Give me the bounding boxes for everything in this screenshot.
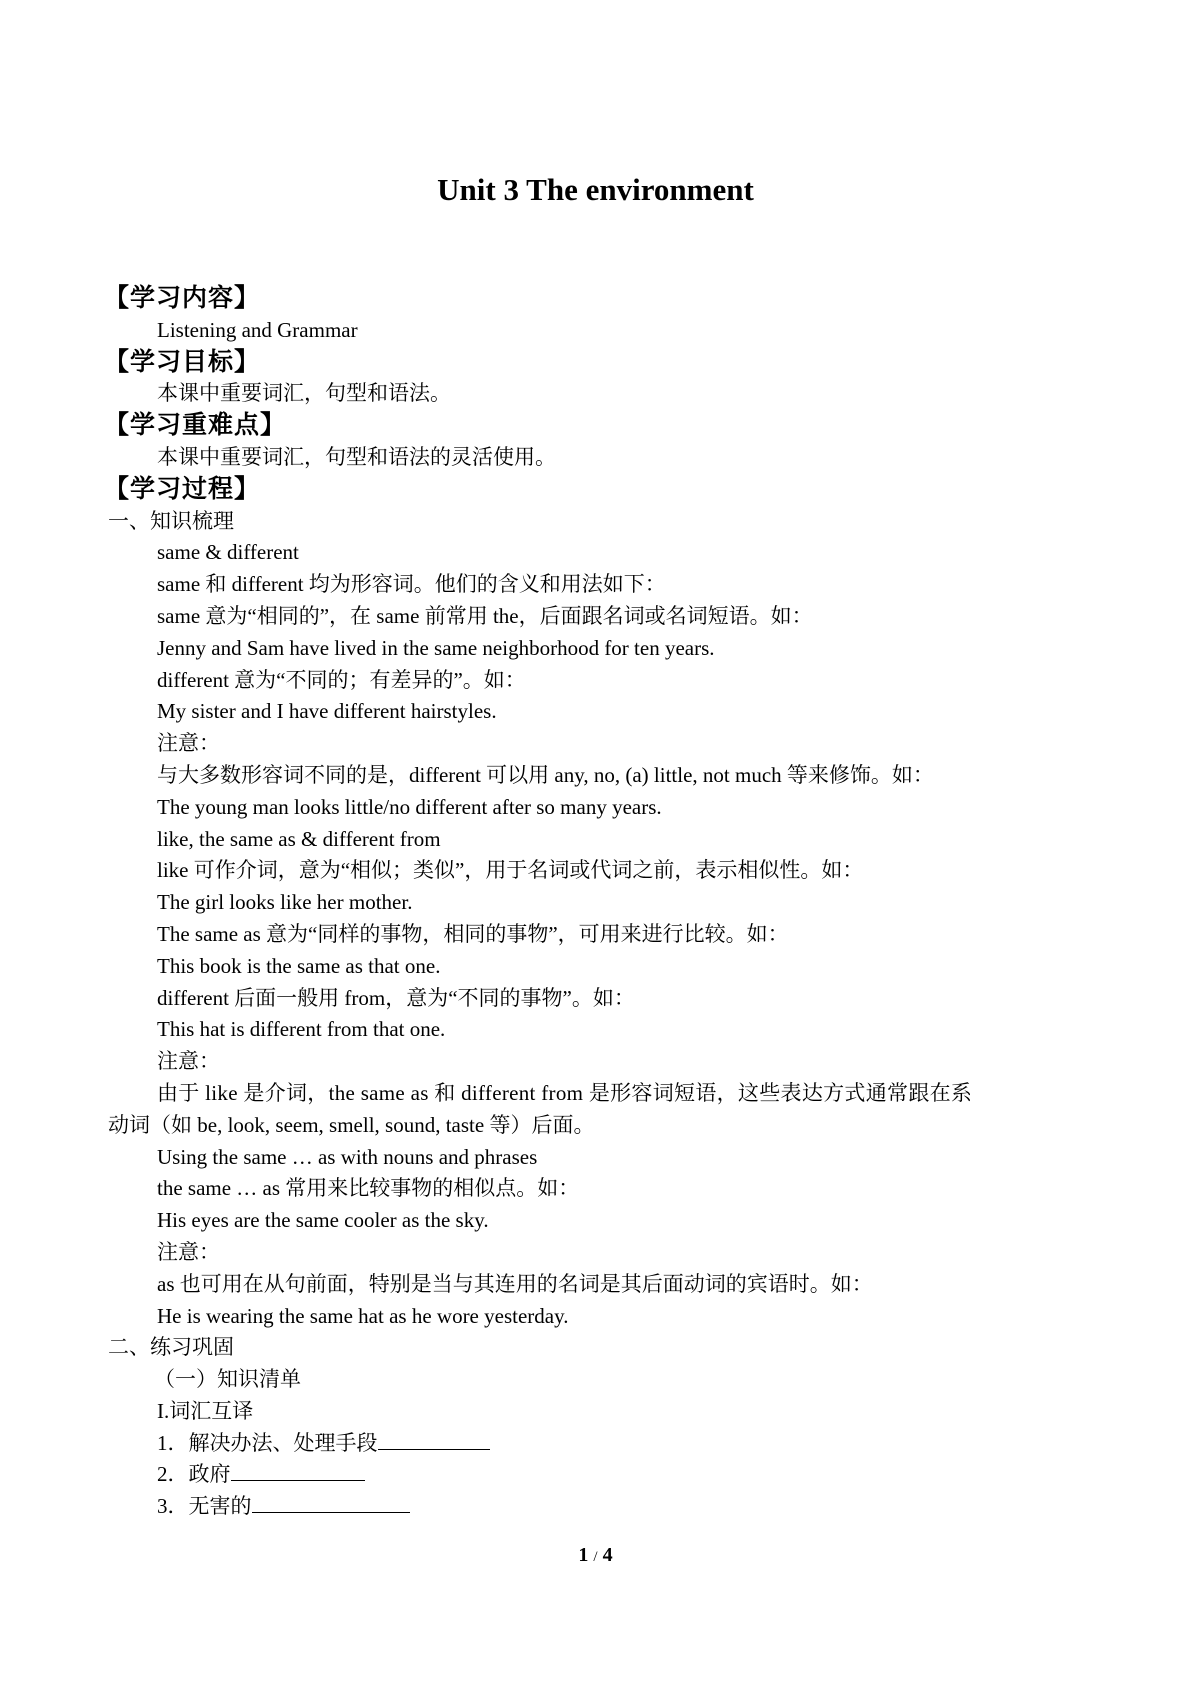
text-line: the same … as 常用来比较事物的相似点。如： [157,1176,580,1201]
example-sentence: This hat is different from that one. [157,1017,446,1042]
text-line: The same as 意为“同样的事物，相同的事物”，可用来进行比较。如： [157,921,789,946]
page-current: 1 [578,1544,589,1566]
example-sentence: Jenny and Sam have lived in the same neighborhood for ten years. [157,635,715,660]
exercise-item [108,1459,1088,1491]
text-line: 动词（如 be, look, seem, smell, sound, taste 等）后面。 [108,1112,595,1137]
note-label: 注意： [157,1239,220,1264]
note-label: 注意： [157,1049,220,1074]
text-line: different 意为“不同的；有差异的”。如： [157,667,526,692]
goal-text: 本课中重要词汇，句型和语法。 [157,381,451,406]
exercise-item-text: 1．解决办法、处理手段 [157,1430,378,1455]
page-separator: / [593,1549,598,1565]
example-sentence: The young man looks little/no different after so many years. [157,794,662,819]
exercise-item-text: 3．无害的 [157,1494,252,1519]
answer-blank[interactable] [378,1429,490,1450]
page-number [0,1544,1191,1567]
document-body [104,283,1088,1523]
content-text: Listening and Grammar [157,317,358,342]
section-heading-goal: 【学习目标】 [104,348,261,376]
section-heading-process: 【学习过程】 [104,475,261,503]
page-total: 4 [602,1544,613,1566]
section-heading-content: 【学习内容】 [104,285,261,312]
key-points-text: 本课中重要词汇，句型和语法的灵活使用。 [157,444,556,469]
text-line: different 后面一般用 from，意为“不同的事物”。如： [157,985,635,1010]
text-line: 由于 like 是介词，the same as 和 different from 是形容词短语，这些表达方式通常跟在系 [157,1080,973,1105]
document-title: Unit 3 The environment [437,172,754,207]
example-sentence: The girl looks like her mother. [157,890,413,915]
text-line: like 可作介词，意为“相似；类似”，用于名词或代词之前，表示相似性。如： [157,858,864,883]
example-sentence: My sister and I have different hairstyles. [157,699,497,724]
text-line: Using the same … as with nouns and phrases [157,1144,538,1169]
exercise-item-text: 2．政府 [157,1462,231,1487]
example-sentence: He is wearing the same hat as he wore yesterday. [157,1303,569,1328]
exercise-item [108,1428,1088,1460]
exercise-item [108,1491,1088,1523]
text-line: 与大多数形容词不同的是，different 可以用 any, no, (a) little, not much 等来修饰。如： [157,762,934,787]
text-line: same & different [157,540,299,565]
section-heading-key-points: 【学习重难点】 [104,412,287,440]
answer-blank[interactable] [252,1492,410,1513]
text-line: like, the same as & different from [157,826,441,851]
part1-heading: 一、知识梳理 [108,508,234,533]
note-label: 注意： [157,731,220,756]
part2-subheading: （一）知识清单 [154,1367,301,1392]
text-line: same 和 different 均为形容词。他们的含义和用法如下： [157,572,666,597]
text-line: as 也可用在从句前面，特别是当与其连用的名词是其后面动词的宾语时。如： [157,1271,873,1296]
exercise-title: I.词汇互译 [157,1398,254,1423]
part2-heading: 二、练习巩固 [108,1335,234,1360]
example-sentence: This book is the same as that one. [157,953,441,978]
example-sentence: His eyes are the same cooler as the sky. [157,1208,489,1233]
text-line: same 意为“相同的”，在 same 前常用 the，后面跟名词或名词短语。如： [157,603,813,628]
answer-blank[interactable] [231,1460,365,1481]
